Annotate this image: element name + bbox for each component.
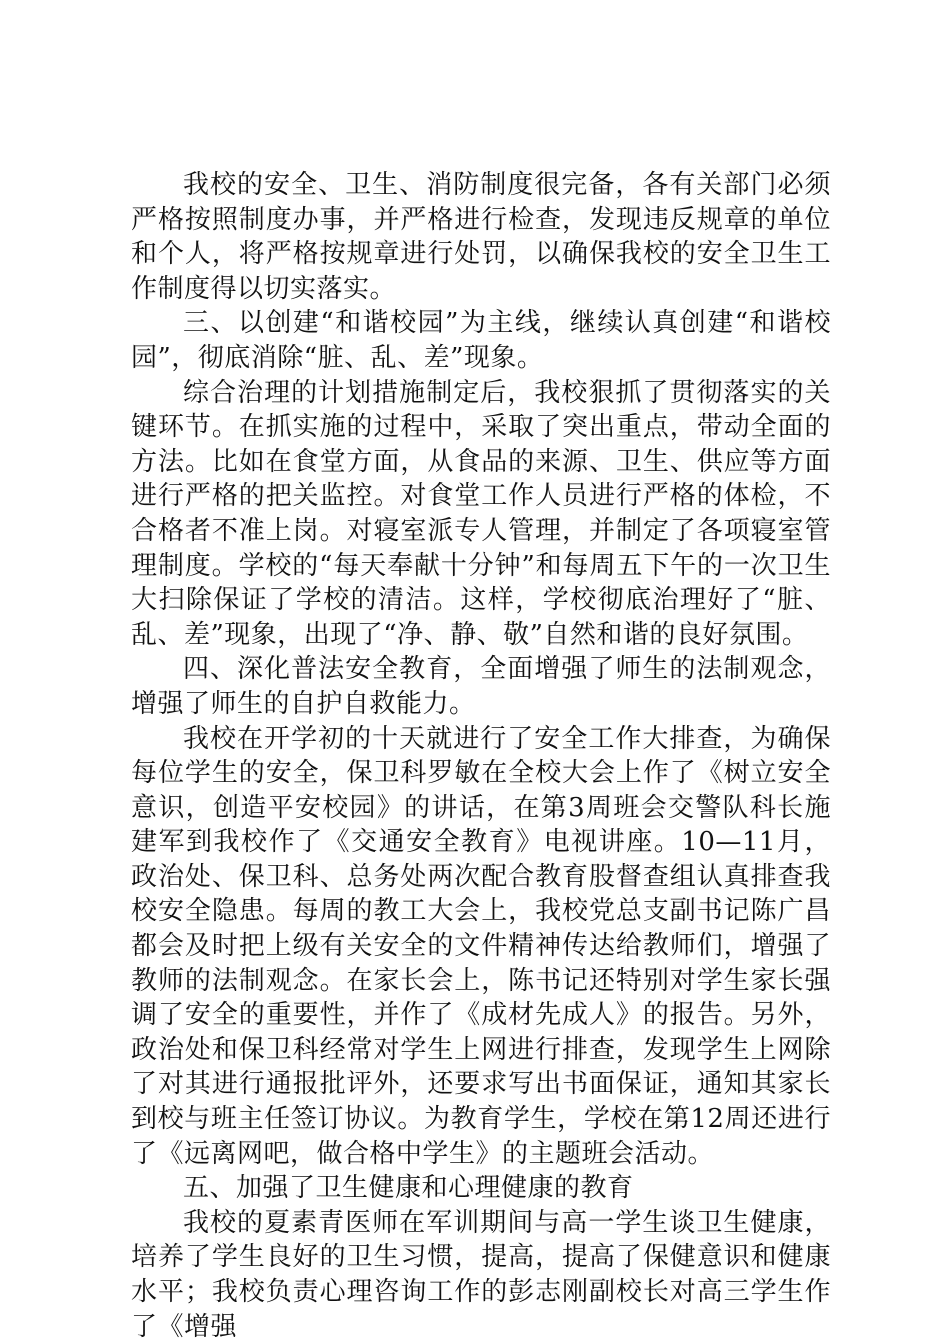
section-heading-3: 三、以创建“和谐校园”为主线，继续认真创建“和谐校园”，彻底消除“脏、乱、差”现象。 [131,308,831,373]
section-heading-4: 四、深化普法安全教育，全面增强了师生的法制观念，增强了师生的自护自救能力。 [131,654,831,719]
paragraph-safety-education: 我校在开学初的十天就进行了安全工作大排查，为确保每位学生的安全，保卫科罗敏在全校大会上作了《树立安全意识，创造平安校园》的讲话，在第3周班会交警队科长施建军到我校作了《交通安全教育》电视讲座。10—11月，政治处、保卫科、总务处两次配合教育股督查组认真排查我校安全隐患。每周的教工大会上，我校党总支副书记陈广昌都会及时把上级有关安全的文件精神传达给教师们，增强了教师的法制观念。在家长会上，陈书记还特别对学生家长强调了安全的重要性，并作了《成材先成人》的报告。另外，政治处和保卫科经常对学生上网进行排查，发现学生上网除了对其进行通报批评外，还要求写出书面保证，通知其家长到校与班主任签订协议。为教育学生，学校在第12周还进行了《远离网吧，做合格中学生》的主题班会活动。 [131,723,831,1169]
document-body [131,168,831,1344]
section-heading-5: 五、加强了卫生健康和心理健康的教育 [183,1173,634,1204]
paragraph-health-education: 我校的夏素青医师在军训期间与高一学生谈卫生健康，培养了学生良好的卫生习惯，提高，提高了保健意识和健康水平；我校负责心理咨询工作的彭志刚副校长对高三学生作了《增强 [131,1207,831,1342]
paragraph-comprehensive-governance: 综合治理的计划措施制定后，我校狠抓了贯彻落实的关键环节。在抓实施的过程中，采取了突出重点，带动全面的方法。比如在食堂方面，从食品的来源、卫生、供应等方面进行严格的把关监控。对食堂工作人员进行严格的体检，不合格者不准上岗。对寝室派专人管理，并制定了各项寝室管理制度。学校的“每天奉献十分钟”和每周五下午的一次卫生大扫除保证了学校的清洁。这样，学校彻底治理好了“脏、乱、差”现象，出现了“净、静、敬”自然和谐的良好氛围。 [131,377,831,650]
paragraph-safety-rules: 我校的安全、卫生、消防制度很完备，各有关部门必须严格按照制度办事，并严格进行检查，发现违反规章的单位和个人，将严格按规章进行处罚，以确保我校的安全卫生工作制度得以切实落实。 [131,170,831,304]
